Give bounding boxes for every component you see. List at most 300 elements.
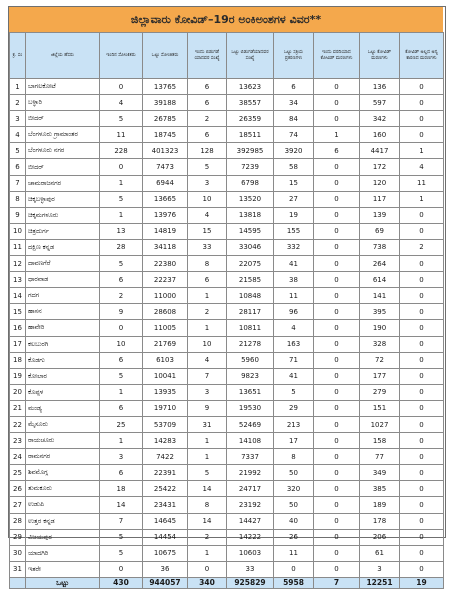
table-row	[10, 433, 444, 449]
cell-other-deaths: 0	[400, 207, 444, 223]
cell-total-discharged: 19530	[227, 400, 274, 416]
cell-total-discharged: 13651	[227, 384, 274, 400]
cell-today-cases: 0	[100, 79, 143, 95]
cell-today-cases: 14	[100, 497, 143, 513]
table-row	[10, 513, 444, 529]
cell-district: ಬೆಂಗಳೂರು ನಗರ	[26, 143, 100, 159]
cell-total-deaths: 597	[360, 95, 400, 111]
table-row	[10, 529, 444, 545]
cell-today-discharged: 5	[188, 465, 227, 481]
cell-total-deaths: 206	[360, 529, 400, 545]
cell-total-discharged: 392985	[227, 143, 274, 159]
cell-total-deaths: 139	[360, 207, 400, 223]
cell-today-discharged: 4	[188, 352, 227, 368]
cell-total-cases: 14454	[143, 529, 188, 545]
cell-total-deaths: 151	[360, 400, 400, 416]
table-row	[10, 79, 444, 95]
cell-today-cases: 9	[100, 304, 143, 320]
cell-today-discharged: 2	[188, 111, 227, 127]
cell-district: ಬೀದರ್	[26, 159, 100, 175]
table-row	[10, 465, 444, 481]
cell-total-discharged: 26359	[227, 111, 274, 127]
table-row	[10, 336, 444, 352]
cell-active-cases: 17	[274, 433, 314, 449]
cell-today-discharged: 1	[188, 320, 227, 336]
cell-today-deaths: 0	[314, 449, 360, 465]
cell-district: ಕೋಲಾರ	[26, 368, 100, 384]
cell-sn: 6	[10, 159, 26, 175]
cell-total-deaths: 4417	[360, 143, 400, 159]
cell-total-deaths: 178	[360, 513, 400, 529]
cell-today-discharged: 6	[188, 95, 227, 111]
cell-sn: 28	[10, 513, 26, 529]
cell-today-cases: 25	[100, 416, 143, 432]
cell-total-discharged: 10811	[227, 320, 274, 336]
cell-other-deaths: 0	[400, 384, 444, 400]
cell-total-discharged: 14595	[227, 223, 274, 239]
cell-district: ಬಳ್ಳಾರಿ	[26, 95, 100, 111]
cell-other-deaths: 0	[400, 304, 444, 320]
cell-district: ಮಂಡ್ಯ	[26, 400, 100, 416]
table-row	[10, 416, 444, 432]
cell-total-discharged: 13520	[227, 191, 274, 207]
total-row	[10, 577, 444, 588]
cell-today-discharged: 8	[188, 256, 227, 272]
cell-active-cases: 213	[274, 416, 314, 432]
cell-active-cases: 50	[274, 497, 314, 513]
cell-active-cases: 50	[274, 465, 314, 481]
cell-district: ಇತರೇ	[26, 561, 100, 577]
cell-other-deaths: 0	[400, 256, 444, 272]
cell-today-deaths: 0	[314, 191, 360, 207]
cell-total-cases: 13976	[143, 207, 188, 223]
cell-district: ಶಿವಮೊಗ್ಗ	[26, 465, 100, 481]
header-total-discharged: ಒಟ್ಟು ಬಿಡುಗಡೆಯಾದವರ ಸಂಖ್ಯೆ	[227, 33, 274, 79]
cell-district: ದಾವಣಗೆರೆ	[26, 256, 100, 272]
cell-total-discharged: 6798	[227, 175, 274, 191]
cell-today-cases: 6	[100, 465, 143, 481]
cell-other-deaths: 1	[400, 143, 444, 159]
cell-sn: 17	[10, 336, 26, 352]
header-today-cases: ಇಂದಿನ ಸೋಂಕಿತರು	[100, 33, 143, 79]
cell-today-discharged: 31	[188, 416, 227, 432]
cell-sn: 2	[10, 95, 26, 111]
cell-active-cases: 163	[274, 336, 314, 352]
cell-today-discharged: 33	[188, 239, 227, 255]
cell-total-discharged: 13623	[227, 79, 274, 95]
table-header-row	[10, 33, 444, 79]
cell-today-cases: 5	[100, 368, 143, 384]
header-total-cases: ಒಟ್ಟು ಸೋಂಕಿತರು	[143, 33, 188, 79]
cell-today-discharged: 6	[188, 79, 227, 95]
cell-sn: 19	[10, 368, 26, 384]
cell-district: ಉಡುಪಿ	[26, 497, 100, 513]
cell-today-cases: 4	[100, 95, 143, 111]
cell-today-discharged: 8	[188, 497, 227, 513]
cell-other-deaths: 0	[400, 545, 444, 561]
cell-district: ಬಾಗಲಕೋಟೆ	[26, 79, 100, 95]
cell-sn: 29	[10, 529, 26, 545]
cell-today-discharged: 10	[188, 336, 227, 352]
total-today-deaths: 7	[314, 577, 360, 588]
cell-other-deaths: 0	[400, 79, 444, 95]
cell-total-deaths: 160	[360, 127, 400, 143]
cell-active-cases: 11	[274, 545, 314, 561]
cell-district: ಯಾದಗಿರಿ	[26, 545, 100, 561]
table-row	[10, 352, 444, 368]
table-row	[10, 223, 444, 239]
header-total-deaths: ಒಟ್ಟು ಕೋವಿಡ್ ಮರಣಗಳು	[360, 33, 400, 79]
cell-today-cases: 10	[100, 336, 143, 352]
cell-today-cases: 5	[100, 256, 143, 272]
cell-today-discharged: 2	[188, 304, 227, 320]
cell-other-deaths: 0	[400, 336, 444, 352]
cell-today-cases: 3	[100, 449, 143, 465]
cell-today-cases: 6	[100, 352, 143, 368]
cell-total-cases: 25422	[143, 481, 188, 497]
cell-total-deaths: 72	[360, 352, 400, 368]
table-row	[10, 239, 444, 255]
cell-total-deaths: 328	[360, 336, 400, 352]
cell-today-discharged: 14	[188, 513, 227, 529]
cell-other-deaths: 0	[400, 95, 444, 111]
cell-active-cases: 155	[274, 223, 314, 239]
cell-total-discharged: 21585	[227, 272, 274, 288]
cell-total-cases: 22380	[143, 256, 188, 272]
cell-today-deaths: 0	[314, 304, 360, 320]
table-row	[10, 449, 444, 465]
cell-total-deaths: 69	[360, 223, 400, 239]
total-total-deaths: 12251	[360, 577, 400, 588]
cell-total-deaths: 264	[360, 256, 400, 272]
cell-today-cases: 5	[100, 545, 143, 561]
cell-other-deaths: 0	[400, 497, 444, 513]
cell-district: ದಕ್ಷಿಣ ಕನ್ನಡ	[26, 239, 100, 255]
cell-today-cases: 18	[100, 481, 143, 497]
table-row	[10, 497, 444, 513]
table-row	[10, 561, 444, 577]
cell-district: ಚಿಕ್ಕಬಳ್ಳಾಪುರ	[26, 191, 100, 207]
cell-today-cases: 0	[100, 159, 143, 175]
cell-today-deaths: 0	[314, 481, 360, 497]
cell-total-deaths: 279	[360, 384, 400, 400]
cell-district: ವಿಜಯಪುರ	[26, 529, 100, 545]
cell-other-deaths: 0	[400, 416, 444, 432]
cell-today-deaths: 0	[314, 400, 360, 416]
cell-today-discharged: 10	[188, 191, 227, 207]
cell-sn: 21	[10, 400, 26, 416]
cell-district: ಚಾಮರಾಜನಗರ	[26, 175, 100, 191]
cell-total-cases: 34118	[143, 239, 188, 255]
cell-district: ಕೊಡಗು	[26, 352, 100, 368]
cell-other-deaths: 0	[400, 449, 444, 465]
cell-today-cases: 13	[100, 223, 143, 239]
cell-today-deaths: 0	[314, 320, 360, 336]
cell-sn: 4	[10, 127, 26, 143]
cell-total-discharged: 38557	[227, 95, 274, 111]
cell-active-cases: 40	[274, 513, 314, 529]
table-row	[10, 545, 444, 561]
cell-today-cases: 5	[100, 111, 143, 127]
cell-total-cases: 26785	[143, 111, 188, 127]
cell-total-discharged: 21992	[227, 465, 274, 481]
cell-total-discharged: 24717	[227, 481, 274, 497]
cell-other-deaths: 1	[400, 191, 444, 207]
cell-active-cases: 84	[274, 111, 314, 127]
header-sn: ಕ್ರ. ಸಂ	[10, 33, 26, 79]
cell-other-deaths: 0	[400, 320, 444, 336]
cell-total-cases: 11005	[143, 320, 188, 336]
cell-total-cases: 53709	[143, 416, 188, 432]
cell-total-deaths: 136	[360, 79, 400, 95]
cell-today-discharged: 5	[188, 159, 227, 175]
cell-total-discharged: 14222	[227, 529, 274, 545]
total-label: ಒಟ್ಟು	[26, 577, 100, 588]
cell-today-discharged: 128	[188, 143, 227, 159]
cell-total-cases: 19710	[143, 400, 188, 416]
cell-today-cases: 11	[100, 127, 143, 143]
cell-sn: 26	[10, 481, 26, 497]
cell-today-cases: 228	[100, 143, 143, 159]
cell-total-discharged: 5960	[227, 352, 274, 368]
table-row	[10, 288, 444, 304]
cell-total-discharged: 7337	[227, 449, 274, 465]
cell-total-deaths: 395	[360, 304, 400, 320]
cell-district: ಧಾರವಾಡ	[26, 272, 100, 288]
cell-total-discharged: 18511	[227, 127, 274, 143]
cell-other-deaths: 0	[400, 368, 444, 384]
cell-today-discharged: 1	[188, 545, 227, 561]
cell-today-discharged: 7	[188, 368, 227, 384]
cell-sn: 15	[10, 304, 26, 320]
cell-total-cases: 39188	[143, 95, 188, 111]
cell-other-deaths: 0	[400, 288, 444, 304]
cell-today-deaths: 6	[314, 143, 360, 159]
cell-total-cases: 21769	[143, 336, 188, 352]
cell-sn: 1	[10, 79, 26, 95]
cell-district: ಕೊಪ್ಪಳ	[26, 384, 100, 400]
cell-other-deaths: 0	[400, 513, 444, 529]
cell-other-deaths: 4	[400, 159, 444, 175]
cell-district: ರಾಮನಗರ	[26, 449, 100, 465]
cell-total-deaths: 190	[360, 320, 400, 336]
cell-district: ಬೆಂಗಳೂರು ಗ್ರಾಮಾಂತರ	[26, 127, 100, 143]
cell-sn: 3	[10, 111, 26, 127]
cell-today-deaths: 0	[314, 433, 360, 449]
table-body	[10, 79, 444, 578]
cell-active-cases: 96	[274, 304, 314, 320]
table-row	[10, 256, 444, 272]
cell-total-cases: 11000	[143, 288, 188, 304]
cell-today-deaths: 0	[314, 111, 360, 127]
cell-total-deaths: 189	[360, 497, 400, 513]
cell-sn: 9	[10, 207, 26, 223]
page-title: ಜಿಲ್ಲಾವಾರು ಕೋವಿಡ್–19ರ ಅಂಕಿಅಂಶಗಳ ವಿವರ**	[9, 7, 443, 33]
cell-active-cases: 29	[274, 400, 314, 416]
cell-today-deaths: 0	[314, 175, 360, 191]
cell-district: ಚಿತ್ರದುರ್ಗ	[26, 223, 100, 239]
cell-sn: 22	[10, 416, 26, 432]
cell-today-deaths: 0	[314, 561, 360, 577]
cell-today-deaths: 0	[314, 272, 360, 288]
cell-today-cases: 28	[100, 239, 143, 255]
cell-district: ಕಲಬುರಗಿ	[26, 336, 100, 352]
table-row	[10, 143, 444, 159]
cell-today-deaths: 1	[314, 127, 360, 143]
cell-today-deaths: 0	[314, 95, 360, 111]
cell-today-cases: 6	[100, 400, 143, 416]
cell-active-cases: 3920	[274, 143, 314, 159]
cell-today-deaths: 0	[314, 497, 360, 513]
cell-total-deaths: 61	[360, 545, 400, 561]
cell-active-cases: 58	[274, 159, 314, 175]
cell-total-cases: 18745	[143, 127, 188, 143]
total-today-discharged: 340	[188, 577, 227, 588]
cell-total-cases: 22237	[143, 272, 188, 288]
table-row	[10, 272, 444, 288]
table-row	[10, 384, 444, 400]
cell-sn: 5	[10, 143, 26, 159]
cell-sn: 30	[10, 545, 26, 561]
cell-total-deaths: 385	[360, 481, 400, 497]
cell-total-cases: 6103	[143, 352, 188, 368]
cell-today-deaths: 0	[314, 416, 360, 432]
cell-other-deaths: 11	[400, 175, 444, 191]
cell-sn: 13	[10, 272, 26, 288]
cell-today-deaths: 0	[314, 288, 360, 304]
cell-today-discharged: 15	[188, 223, 227, 239]
cell-today-discharged: 9	[188, 400, 227, 416]
cell-active-cases: 71	[274, 352, 314, 368]
covid-stats-table	[9, 32, 444, 589]
cell-other-deaths: 2	[400, 239, 444, 255]
cell-sn: 27	[10, 497, 26, 513]
cell-total-deaths: 158	[360, 433, 400, 449]
cell-total-deaths: 117	[360, 191, 400, 207]
header-today-deaths: ಇಂದು ವರದಿಯಾದ ಕೋವಿಡ್ ಮರಣಗಳು	[314, 33, 360, 79]
cell-sn: 16	[10, 320, 26, 336]
cell-today-deaths: 0	[314, 465, 360, 481]
header-today-discharged: ಇಂದು ಬಿಡುಗಡೆ ಯಾದವರ ಸಂಖ್ಯೆ	[188, 33, 227, 79]
cell-total-discharged: 9823	[227, 368, 274, 384]
cell-today-cases: 1	[100, 384, 143, 400]
cell-sn: 23	[10, 433, 26, 449]
cell-today-deaths: 0	[314, 529, 360, 545]
table-row	[10, 368, 444, 384]
cell-total-cases: 13935	[143, 384, 188, 400]
cell-active-cases: 0	[274, 561, 314, 577]
cell-total-cases: 10675	[143, 545, 188, 561]
cell-total-discharged: 22075	[227, 256, 274, 272]
cell-other-deaths: 0	[400, 400, 444, 416]
cell-total-deaths: 342	[360, 111, 400, 127]
cell-other-deaths: 0	[400, 561, 444, 577]
cell-total-discharged: 13818	[227, 207, 274, 223]
table-row	[10, 127, 444, 143]
cell-total-deaths: 3	[360, 561, 400, 577]
cell-today-cases: 0	[100, 320, 143, 336]
cell-total-cases: 14283	[143, 433, 188, 449]
cell-total-discharged: 33046	[227, 239, 274, 255]
cell-today-deaths: 0	[314, 256, 360, 272]
table-row	[10, 175, 444, 191]
cell-active-cases: 41	[274, 368, 314, 384]
cell-total-deaths: 177	[360, 368, 400, 384]
cell-sn: 20	[10, 384, 26, 400]
table-row	[10, 191, 444, 207]
cell-today-deaths: 0	[314, 223, 360, 239]
total-other-deaths: 19	[400, 577, 444, 588]
cell-district: ಚಿಕ್ಕಮಗಳೂರು	[26, 207, 100, 223]
cell-active-cases: 74	[274, 127, 314, 143]
table-row	[10, 111, 444, 127]
cell-today-cases: 6	[100, 272, 143, 288]
cell-total-discharged: 52469	[227, 416, 274, 432]
table-row	[10, 304, 444, 320]
cell-today-discharged: 1	[188, 433, 227, 449]
cell-today-cases: 1	[100, 175, 143, 191]
cell-total-cases: 13765	[143, 79, 188, 95]
cell-today-cases: 1	[100, 207, 143, 223]
cell-district: ಮೈಸೂರು	[26, 416, 100, 432]
cell-total-discharged: 21278	[227, 336, 274, 352]
cell-active-cases: 5	[274, 384, 314, 400]
cell-today-discharged: 14	[188, 481, 227, 497]
cell-other-deaths: 0	[400, 127, 444, 143]
cell-total-discharged: 10603	[227, 545, 274, 561]
cell-other-deaths: 0	[400, 352, 444, 368]
total-total-discharged: 925829	[227, 577, 274, 588]
cell-sn: 24	[10, 449, 26, 465]
cell-today-deaths: 0	[314, 159, 360, 175]
cell-total-discharged: 33	[227, 561, 274, 577]
cell-total-cases: 13665	[143, 191, 188, 207]
cell-total-deaths: 349	[360, 465, 400, 481]
cell-today-discharged: 6	[188, 127, 227, 143]
cell-today-cases: 5	[100, 191, 143, 207]
cell-active-cases: 6	[274, 79, 314, 95]
cell-sn: 31	[10, 561, 26, 577]
cell-sn: 11	[10, 239, 26, 255]
cell-active-cases: 11	[274, 288, 314, 304]
cell-today-discharged: 0	[188, 561, 227, 577]
cell-today-deaths: 0	[314, 384, 360, 400]
cell-sn: 7	[10, 175, 26, 191]
cell-total-cases: 22391	[143, 465, 188, 481]
cell-other-deaths: 0	[400, 529, 444, 545]
total-sn	[10, 577, 26, 588]
cell-today-deaths: 0	[314, 79, 360, 95]
total-today-cases: 430	[100, 577, 143, 588]
table-row	[10, 207, 444, 223]
cell-today-deaths: 0	[314, 239, 360, 255]
cell-sn: 10	[10, 223, 26, 239]
cell-today-deaths: 0	[314, 513, 360, 529]
cell-active-cases: 4	[274, 320, 314, 336]
cell-sn: 8	[10, 191, 26, 207]
cell-total-cases: 23431	[143, 497, 188, 513]
cell-active-cases: 15	[274, 175, 314, 191]
cell-active-cases: 41	[274, 256, 314, 272]
cell-total-discharged: 28117	[227, 304, 274, 320]
cell-active-cases: 332	[274, 239, 314, 255]
cell-total-discharged: 23192	[227, 497, 274, 513]
table-row	[10, 320, 444, 336]
cell-active-cases: 8	[274, 449, 314, 465]
cell-total-deaths: 738	[360, 239, 400, 255]
cell-active-cases: 34	[274, 95, 314, 111]
cell-total-cases: 28608	[143, 304, 188, 320]
